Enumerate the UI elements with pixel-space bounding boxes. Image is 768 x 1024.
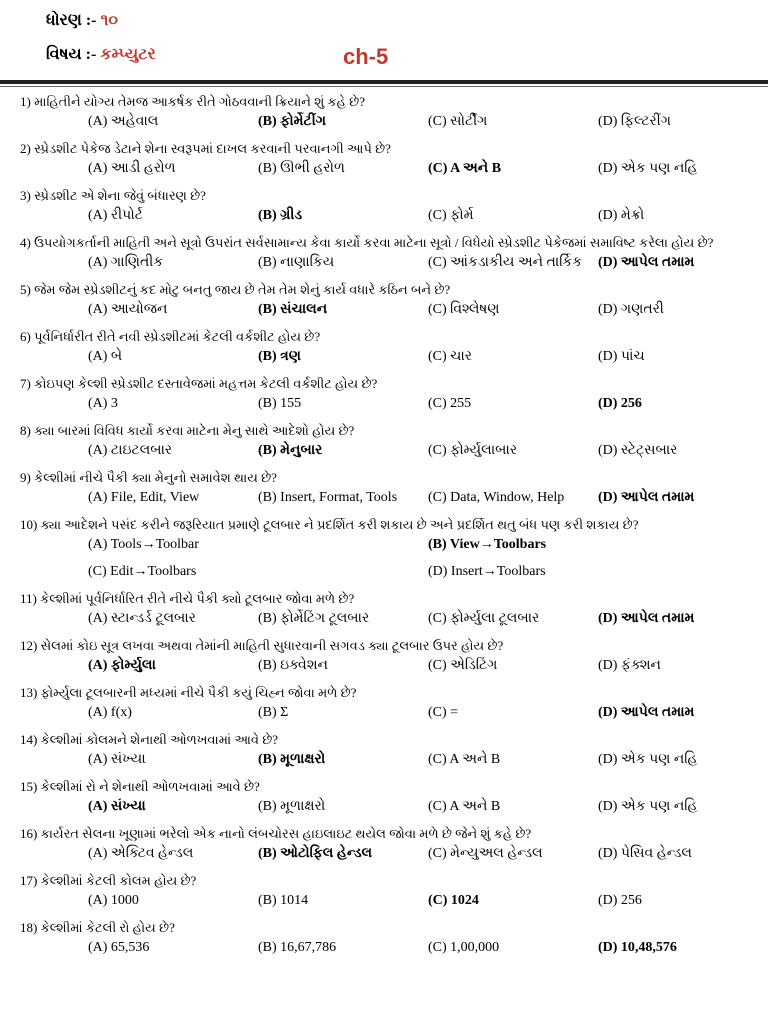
answer-option-correct: (D) આપેલ તમામ [598, 705, 695, 720]
answer-option: (C) A અને B [428, 752, 501, 767]
answer-option: (C) ચાર [428, 349, 473, 364]
standard-line [46, 12, 118, 30]
answer-option: (D) ફિલ્ટરીંગ [598, 114, 671, 129]
question-text: 10) ક્યા આદેશને પસંદ કરીને જરૂરિયાત પ્રમાણે ટૂલબાર ને પ્રદર્શિત કરી શકાય છે અને પ્રદર્શિત થતુ બંધ પણ કરી શકાય છે? [20, 517, 639, 532]
answer-option: (B) નાણાકિય [258, 255, 335, 270]
answer-option: (D) પાંચ [598, 349, 645, 364]
answer-option: (A) બે [88, 349, 123, 364]
answer-option: (A) 3 [88, 396, 118, 411]
answer-option: (D) Insert→Toolbars [428, 564, 546, 579]
answer-option-correct: (D) આપેલ તમામ [598, 490, 695, 505]
answer-option: (C) વિશ્લેષણ [428, 302, 500, 317]
answer-option: (C) Data, Window, Help [428, 490, 565, 505]
answer-option-correct: (B) ઓટોફિલ હેન્ડલ [258, 846, 373, 861]
answer-option: (D) 256 [598, 893, 642, 908]
answer-option: (C) મેન્યુઅલ હેન્ડલ [428, 846, 543, 861]
answer-option: (C) ફોર્મ્યુલાબાર [428, 443, 518, 458]
answer-option: (C) 255 [428, 396, 472, 411]
answer-option: (C) સોર્ટીંગ [428, 114, 488, 129]
answer-option-correct: (D) 10,48,576 [598, 940, 677, 955]
question-text: 14) કેલ્શીમાં કોલમને શેનાથી ઓળખવામાં આવે છે? [20, 732, 279, 747]
answer-option: (C) A અને B [428, 799, 501, 814]
header-divider [0, 80, 768, 84]
chapter-title: ch-5 [343, 44, 389, 69]
question-text: 12) સેલમાં કોઇ સૂત્ર લખવા અથવા તેમાંની માહિતી સુધારવાની સગવડ ક્યા ટૂલબાર ઉપર હોય છે? [20, 638, 504, 653]
answer-option-correct: (C) A અને B [428, 161, 502, 176]
question-text: 15) કેલ્શીમાં રો ને શેનાથી ઓળખવામાં આવે છે? [20, 779, 260, 794]
answer-option: (D) પેસિવ હેન્ડલ [598, 846, 692, 861]
answer-option: (A) સંખ્યા [88, 752, 146, 767]
subject-line [46, 46, 156, 64]
answer-option: (D) સ્ટેટ્સબાર [598, 443, 678, 458]
answer-option-correct: (C) 1024 [428, 893, 479, 908]
answer-option: (A) અહેવાલ [88, 114, 159, 129]
answer-option: (A) 1000 [88, 893, 139, 908]
answer-option: (A) Tools→Toolbar [88, 537, 199, 552]
answer-option: (A) ગાણિતીક [88, 255, 164, 270]
question-text: 9) કેલ્શીમાં નીચે પૈકી ક્યા મેનુનો સમાવેશ થાય છે? [20, 470, 277, 485]
question-text: 17) કેલ્શીમાં કેટલી કોલમ હોય છે? [20, 873, 197, 888]
question-text: 3) સ્પ્રેડશીટ એ શેના જેવું બંધારણ છે? [20, 188, 206, 203]
answer-option: (A) રીપોર્ટ [88, 208, 143, 223]
answer-option-correct: (D) આપેલ તમામ [598, 611, 695, 626]
answer-option: (D) એક પણ નહિ [598, 752, 698, 767]
question-text: 7) કોઇપણ કેલ્શી સ્પ્રેડશીટ દસ્તાવેજમાં મહત્તમ કેટલી વર્કશીટ હોય છે? [20, 376, 378, 391]
answer-option: (A) File, Edit, View [88, 490, 200, 505]
answer-option: (C) Edit→Toolbars [88, 564, 197, 579]
answer-option: (D) મેક્રો [598, 208, 645, 223]
standard-value: ૧૦ [100, 12, 118, 29]
answer-option: (C) આંકડાકીય અને તાર્કિક [428, 255, 583, 270]
answer-option: (B) 155 [258, 396, 302, 411]
answer-option: (B) ઊભી હરોળ [258, 161, 345, 176]
answer-option: (D) ગણતરી [598, 302, 664, 317]
answer-option: (D) એક પણ નહિ [598, 799, 698, 814]
answer-option: (C) = [428, 705, 459, 720]
answer-option: (A) સ્ટાન્ડર્ડ ટૂલબાર [88, 611, 196, 626]
answer-option-correct: (A) ફોર્મ્યુલા [88, 658, 156, 673]
question-text: 6) પૂર્વનિર્ધારીત રીતે નવી સ્પ્રેડશીટમાં કેટલી વર્કશીટ હોય છે? [20, 329, 321, 344]
subject-value: કમ્પ્યુટર [100, 46, 156, 63]
answer-option-correct: (B) મેનુબાર [258, 443, 323, 458]
answer-option-correct: (D) 256 [598, 396, 642, 411]
answer-option: (A) એક્ટિવ હેન્ડલ [88, 846, 194, 861]
question-text: 4) ઉપયોગકર્તાની માહિતી અને સૂત્રો ઉપરાંત સર્વસામાન્ય કેવા કાર્યો કરવા માટેના સૂત્રો / વિધેયો સ્પ્રેડશીટ પેકેજમાં સમાવિષ્ટ કરેલા હોય છે? [20, 235, 714, 250]
answer-option: (B) Insert, Format, Tools [258, 490, 398, 505]
answer-option: (C) 1,00,000 [428, 940, 500, 955]
question-text: 18) કેલ્શીમાં કેટલી રો હોય છે? [20, 920, 175, 935]
answer-option-correct: (B) સંચાલન [258, 302, 328, 317]
answer-option: (B) Σ [258, 705, 289, 720]
question-text: 1) માહિતીને યોગ્ય તેમજ આકર્ષક રીતે ગોઠવવાની ક્રિયાને શું કહે છે? [20, 94, 365, 109]
subject-label: વિષય :- [46, 46, 97, 63]
answer-option: (B) 16,67,786 [258, 940, 337, 955]
answer-option: (D) ફંક્શન [598, 658, 661, 673]
question-text: 5) જેમ જેમ સ્પ્રેડશીટનું કદ મોટુ બનતુ જાય છે તેમ તેમ શેનું કાર્ય વધારે કઠિન બને છે? [20, 282, 451, 297]
answer-option: (D) એક પણ નહિ [598, 161, 698, 176]
standard-label: ધોરણ :- [46, 12, 97, 29]
answer-option-correct: (B) ત્રણ [258, 349, 301, 364]
question-text: 11) કેલ્શીમાં પૂર્વનિર્ધારિત રીતે નીચે પૈકી ક્યો ટૂલબાર જોવા મળે છે? [20, 591, 355, 606]
answer-option: (C) ફોર્મ [428, 208, 474, 223]
question-text: 2) સ્પ્રેડશીટ પેકેજ ડેટાને શેના સ્વરૂપમાં દાખલ કરવાની પરવાનગી આપે છે? [20, 141, 391, 156]
question-text: 8) ક્યા બારમાં વિવિધ કાર્યો કરવા માટેના મેનુ સાથે આદેશો હોય છે? [20, 423, 355, 438]
answer-option: (A) 65,536 [88, 940, 150, 955]
answer-option-correct: (B) View→Toolbars [428, 537, 547, 552]
answer-option: (A) f(x) [88, 705, 132, 720]
answer-option: (C) એડિટિંગ [428, 658, 498, 673]
header-divider-thin [0, 86, 768, 87]
answer-option: (C) ફોર્મ્યુલા ટૂલબાર [428, 611, 540, 626]
answer-option: (A) આડી હરોળ [88, 161, 176, 176]
answer-option-correct: (B) ફોર્મેટીંગ [258, 114, 326, 129]
question-text: 16) કાર્યરત સેલના ખૂણામાં ભરેલો એક નાનો લંબચોરસ હાઇલાઇટ થયેલ જોવા મળે છે જેને શું કહે છે? [20, 826, 532, 841]
answer-option: (A) ટાઇટલબાર [88, 443, 173, 458]
answer-option: (B) 1014 [258, 893, 309, 908]
answer-option-correct: (A) સંખ્યા [88, 799, 146, 814]
answer-option-correct: (D) આપેલ તમામ [598, 255, 695, 270]
answer-option: (A) આયોજન [88, 302, 168, 317]
answer-option-correct: (B) મૂળાક્ષરો [258, 752, 326, 767]
answer-option: (B) મૂળાક્ષરો [258, 799, 326, 814]
answer-option: (B) ઇક્વેશન [258, 658, 328, 673]
question-text: 13) ફોર્મ્યુલા ટૂલબારની મધ્યમાં નીચે પૈકી કયું ચિહ્ન જોવા મળે છે? [20, 685, 357, 700]
answer-option: (B) ફોર્મેટિંગ ટૂલબાર [258, 611, 370, 626]
answer-option-correct: (B) ગ્રીડ [258, 208, 303, 223]
